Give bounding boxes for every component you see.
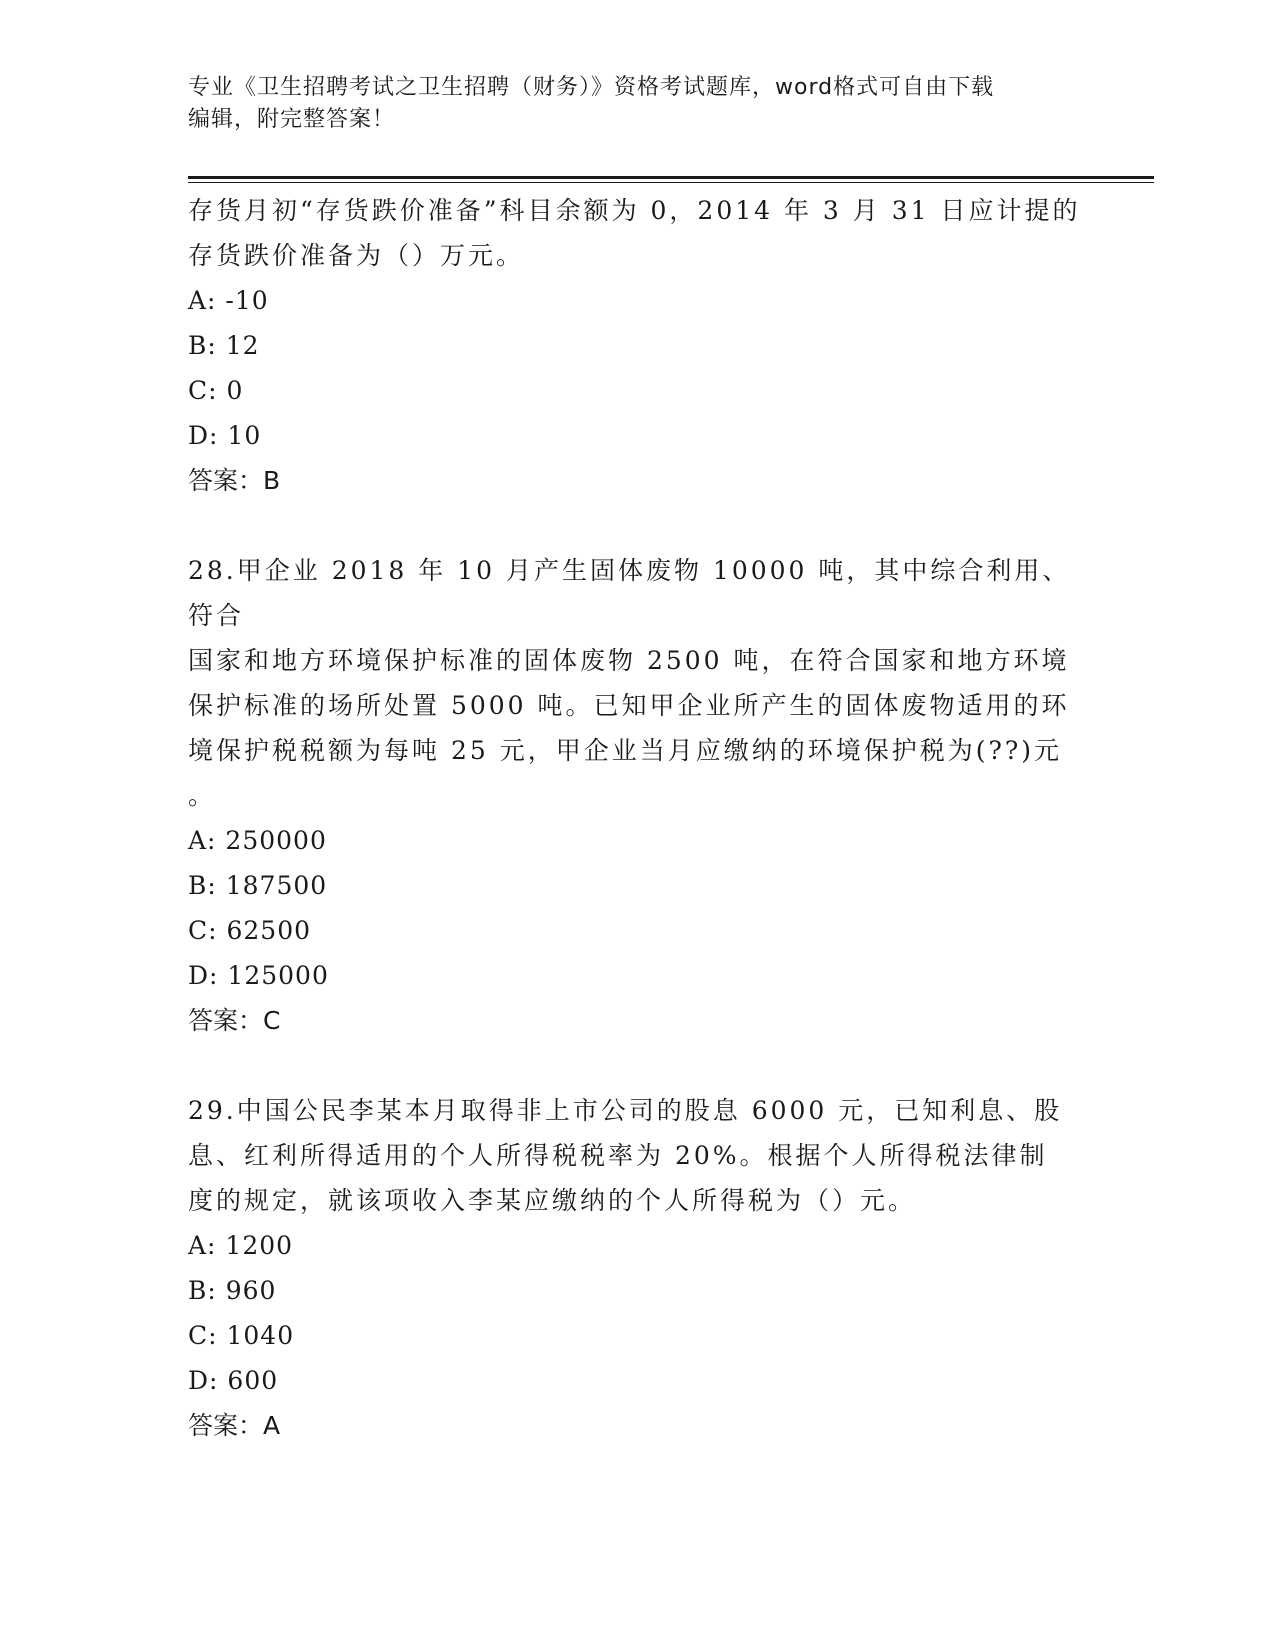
question-stem-line: 国家和地方环境保护标准的固体废物 2500 吨，在符合国家和地方环境	[188, 646, 1070, 675]
question-stem-line: 境保护税税额为每吨 25 元，甲企业当月应缴纳的环境保护税为(??)元	[188, 736, 1063, 765]
question-stem-line: 保护标准的场所处置 5000 吨。已知甲企业所产生的固体废物适用的环	[188, 691, 1070, 720]
answer-line: 答案：A	[188, 1411, 281, 1440]
question-stem-line: 存货月初“存货跌价准备”科目余额为 0，2014 年 3 月 31 日应计提的	[188, 196, 1081, 225]
question-block	[188, 1088, 1088, 1448]
option-a: A: -10	[188, 286, 269, 315]
question-stem-line: 度的规定，就该项收入李某应缴纳的个人所得税为（）元。	[188, 1186, 917, 1215]
option-b: B: 960	[188, 1276, 277, 1305]
question-stem-line: 息、红利所得适用的个人所得税税率为 20%。根据个人所得税法律制	[188, 1141, 1048, 1170]
option-a: A: 1200	[188, 1231, 294, 1260]
question-stem-line: 29.中国公民李某本月取得非上市公司的股息 6000 元，已知利息、股	[188, 1096, 1063, 1125]
option-c: C: 1040	[188, 1321, 295, 1350]
question-block	[188, 548, 1088, 1043]
question-stem-line: 存货跌价准备为（）万元。	[188, 241, 525, 270]
option-c: C: 62500	[188, 916, 312, 945]
option-c: C: 0	[188, 376, 244, 405]
option-d: D: 125000	[188, 961, 329, 990]
spacer	[188, 1043, 1088, 1088]
answer-line: 答案：B	[188, 466, 281, 495]
header-divider-thick	[188, 176, 1154, 179]
question-stem-line: 。	[188, 781, 217, 810]
option-a: A: 250000	[188, 826, 327, 855]
question-block	[188, 188, 1088, 503]
question-list	[188, 188, 1088, 1448]
option-b: B: 12	[188, 331, 260, 360]
answer-line: 答案：C	[188, 1006, 281, 1035]
question-stem-line: 28.甲企业 2018 年 10 月产生固体废物 10000 吨，其中综合利用、符合	[188, 556, 1071, 630]
option-d: D: 10	[188, 421, 262, 450]
header-divider-thin	[188, 182, 1154, 183]
option-b: B: 187500	[188, 871, 328, 900]
document-header	[188, 72, 1078, 136]
spacer	[188, 503, 1088, 548]
option-d: D: 600	[188, 1366, 279, 1395]
header-line-1: 专业《卫生招聘考试之卫生招聘（财务）》资格考试题库，word格式可自由下载	[188, 75, 995, 100]
header-line-2: 编辑，附完整答案！	[188, 107, 396, 132]
